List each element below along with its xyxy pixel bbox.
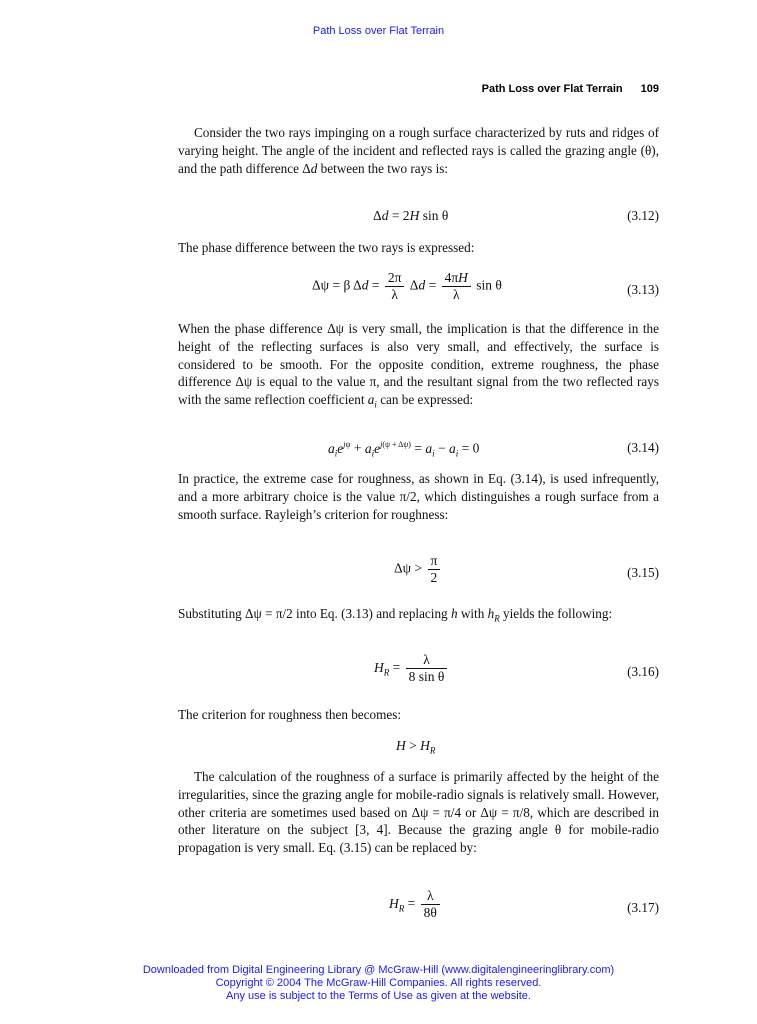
footer-terms: Any use is subject to the Terms of Use as given at the website. [226, 990, 531, 1002]
equation-number: (3.16) [627, 664, 659, 679]
equation-3-13-body: Δψ = β Δd = $\frac{2\pi}{\lambda}$ Δd = $\frac{4\pi H}{\lambda}$ sin θ [312, 270, 502, 302]
equation-3-15 [178, 553, 659, 593]
footer-download-link[interactable]: Downloaded from Digital Engineering Library @ McGraw-Hill (www.digitalengineeringlibrary.com) [142, 964, 615, 976]
document-header-link[interactable]: Path Loss over Flat Terrain [312, 25, 445, 37]
equation-3-12-body: Δd = 2H sin θ [373, 208, 449, 223]
paragraph-5: Substituting Δψ = π/2 into Eq. (3.13) and replacing h with $h_R$ yields the following: [178, 606, 613, 624]
running-head [178, 83, 659, 95]
equation-3-17-body: $H_R$ = $\frac{\lambda}{8\theta}$ [389, 888, 442, 921]
equation-number: (3.14) [627, 440, 659, 455]
paragraph-7: The calculation of the roughness of a surface is primarily affected by the height of the irregularities, since the grazing angle for mobile-radio signals is relatively small. However, other criteria are sometimes used based on Δψ = π/4 or Δψ = π/8, which are described in other literature on the subject [3, 4]. Because the grazing angle θ for mobile-radio propagation is very small. Eq. (3.15) can be replaced by: [178, 769, 659, 856]
equation-number: (3.12) [627, 208, 659, 223]
footer-copyright: Copyright © 2004 The McGraw-Hill Companies. All rights reserved. [215, 977, 542, 989]
paragraph-4: In practice, the extreme case for roughness, as shown in Eq. (3.14), is used infrequently, and a more arbitrary choice is the value π/2, which distinguishes a rough surface from a smooth surface. Rayleigh’s criterion for roughness: [178, 471, 659, 522]
equation-3-14-body: $a_ie^{j\psi} + a_ie^{j(\psi + \Delta\psi)} = a_i - a_i = 0$ [328, 440, 480, 459]
page-number: 109 [640, 83, 659, 95]
equation-number: (3.15) [627, 565, 659, 580]
paragraph-6: The criterion for roughness then becomes: [178, 707, 402, 722]
paragraph-1: Consider the two rays impinging on a rough surface characterized by ruts and ridges of varying height. The angle of the incident and reflected rays is called the grazing angle (θ), and the path difference Δd between the two rays is: [178, 125, 659, 176]
equation-number: (3.13) [627, 282, 659, 297]
paragraph-2: The phase difference between the two rays is expressed: [178, 240, 475, 255]
equation-3-13 [178, 268, 659, 308]
paragraph-3: When the phase difference Δψ is very small, the implication is that the difference in the height of the reflecting surfaces is also very small, and effectively, the surface is considered to be smooth. For the opposite condition, extreme roughness, the phase difference Δψ is equal to the value π, and the resultant signal from the two reflected rays with the same reflection coefficient $a_i$ can be expressed: [178, 321, 659, 410]
equation-number: (3.17) [627, 900, 659, 915]
equation-3-15-body: Δψ > $\frac{\pi}{2}$ [394, 553, 442, 586]
criterion-body: $H > H_R$ [396, 738, 436, 756]
equation-3-16-body: $H_R$ = $\frac{\lambda}{\text{8 sin θ}}$ [374, 652, 449, 685]
copyright-footer [0, 964, 757, 1003]
equation-3-16 [178, 652, 659, 692]
running-head-title: Path Loss over Flat Terrain [481, 83, 623, 95]
equation-3-17 [178, 888, 659, 928]
